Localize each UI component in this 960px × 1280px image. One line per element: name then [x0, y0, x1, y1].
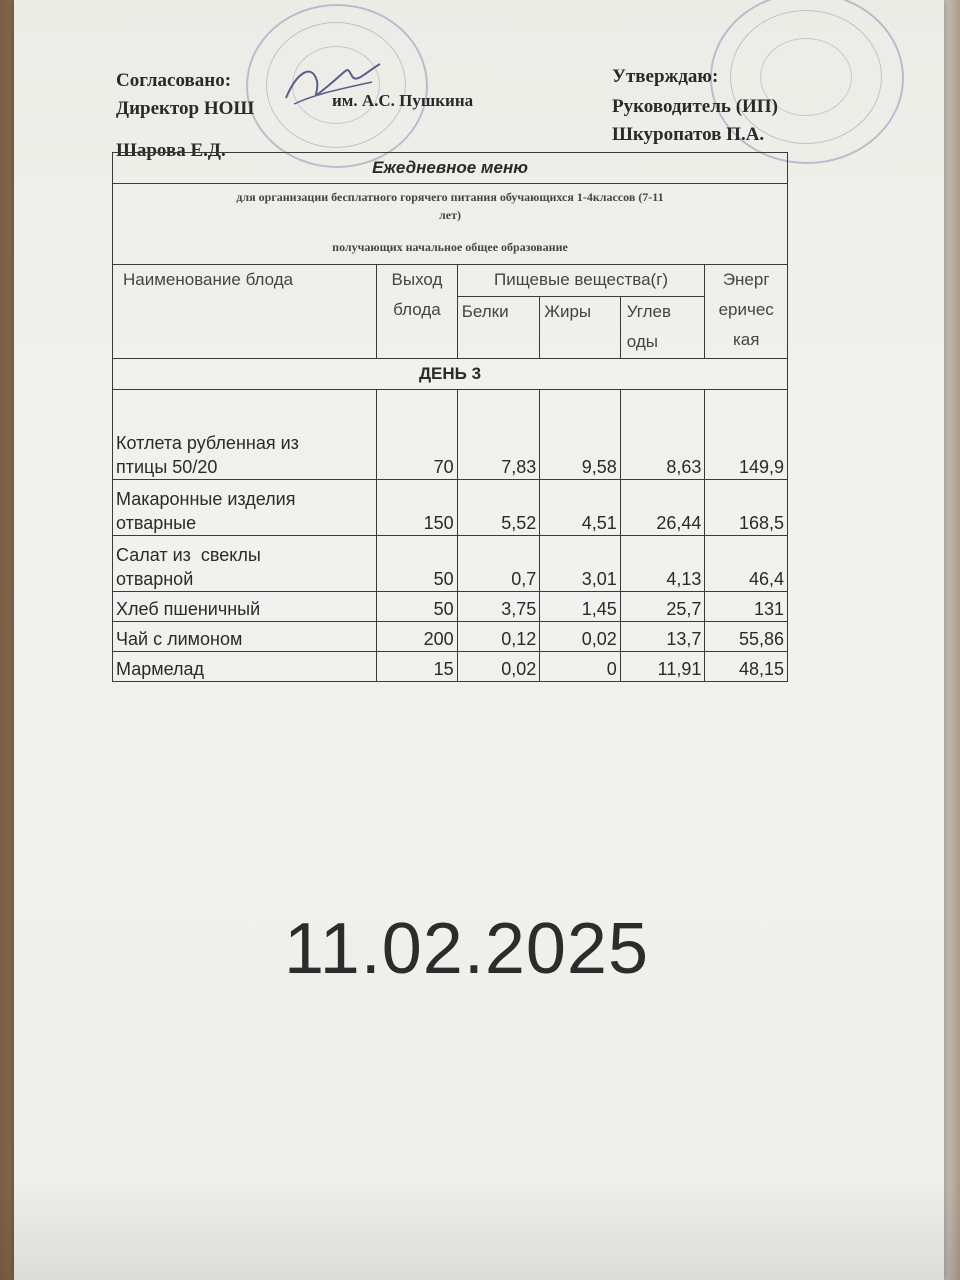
- dish-name: Салат из свеклы отварной: [113, 536, 377, 592]
- subtitle-line-3: получающих начальное общее образование: [332, 240, 568, 254]
- dish-name: Котлета рубленная из птицы 50/20: [113, 390, 377, 480]
- dish-fat: 0,02: [540, 622, 621, 652]
- column-header-dish: Наименование блода: [113, 265, 377, 359]
- menu-title: Ежедневное меню: [113, 153, 788, 184]
- dish-energy: 46,4: [705, 536, 788, 592]
- dish-carbs: 26,44: [620, 480, 705, 536]
- dish-energy: 168,5: [705, 480, 788, 536]
- menu-table: [112, 152, 788, 682]
- dish-carbs: 4,13: [620, 536, 705, 592]
- menu-document: [14, 0, 944, 1280]
- subtitle-line-2: лет): [439, 208, 461, 222]
- subtitle-line-1: для организации бесплатного горячего питания обучающихся 1-4классов (7-11: [236, 190, 664, 204]
- dish-fat: 9,58: [540, 390, 621, 480]
- director-name: Шарова Е.Д.: [116, 140, 226, 161]
- director-label: Директор НОШ: [116, 98, 255, 119]
- table-row: [113, 480, 788, 536]
- dish-carbs: 11,91: [620, 652, 705, 682]
- dish-output: 70: [377, 390, 458, 480]
- dish-name: Макаронные изделия отварные: [113, 480, 377, 536]
- column-header-fat: Жиры: [540, 297, 621, 359]
- dish-output: 50: [377, 592, 458, 622]
- dish-carbs: 8,63: [620, 390, 705, 480]
- dish-fat: 4,51: [540, 480, 621, 536]
- table-row: [113, 652, 788, 682]
- table-row: [113, 390, 788, 480]
- dish-protein: 7,83: [457, 390, 540, 480]
- dish-name: Хлеб пшеничный: [113, 592, 377, 622]
- table-row: [113, 622, 788, 652]
- column-header-output: Выход блода: [377, 265, 458, 359]
- dish-protein: 3,75: [457, 592, 540, 622]
- agreed-label: Согласовано:: [116, 70, 232, 91]
- photo-shadow: [0, 1180, 960, 1280]
- dish-name: Чай с лимоном: [113, 622, 377, 652]
- dish-output: 200: [377, 622, 458, 652]
- dish-name: Мармелад: [113, 652, 377, 682]
- day-label: ДЕНЬ 3: [113, 359, 788, 390]
- dish-energy: 48,15: [705, 652, 788, 682]
- dish-protein: 0,7: [457, 536, 540, 592]
- dish-output: 150: [377, 480, 458, 536]
- dish-energy: 55,86: [705, 622, 788, 652]
- approve-label: Утверждаю:: [612, 66, 719, 87]
- manager-name: Шкуропатов П.А.: [612, 124, 765, 145]
- school-name: им. А.С. Пушкина: [332, 91, 474, 110]
- column-header-protein: Белки: [457, 297, 540, 359]
- dish-output: 50: [377, 536, 458, 592]
- manager-label: Руководитель (ИП): [612, 96, 778, 117]
- dish-carbs: 13,7: [620, 622, 705, 652]
- menu-subtitle: [113, 184, 788, 265]
- dish-energy: 131: [705, 592, 788, 622]
- column-header-nutrients: Пищевые вещества(г): [457, 265, 705, 297]
- dish-output: 15: [377, 652, 458, 682]
- column-header-energy: Энерг еричес кая: [705, 265, 788, 359]
- column-header-carbs: Углев оды: [620, 297, 705, 359]
- table-row: [113, 592, 788, 622]
- dish-protein: 0,12: [457, 622, 540, 652]
- dish-fat: 3,01: [540, 536, 621, 592]
- dish-fat: 1,45: [540, 592, 621, 622]
- dish-protein: 0,02: [457, 652, 540, 682]
- dish-fat: 0: [540, 652, 621, 682]
- dish-protein: 5,52: [457, 480, 540, 536]
- dish-carbs: 25,7: [620, 592, 705, 622]
- dish-energy: 149,9: [705, 390, 788, 480]
- table-row: [113, 536, 788, 592]
- menu-date: 11.02.2025: [284, 909, 650, 989]
